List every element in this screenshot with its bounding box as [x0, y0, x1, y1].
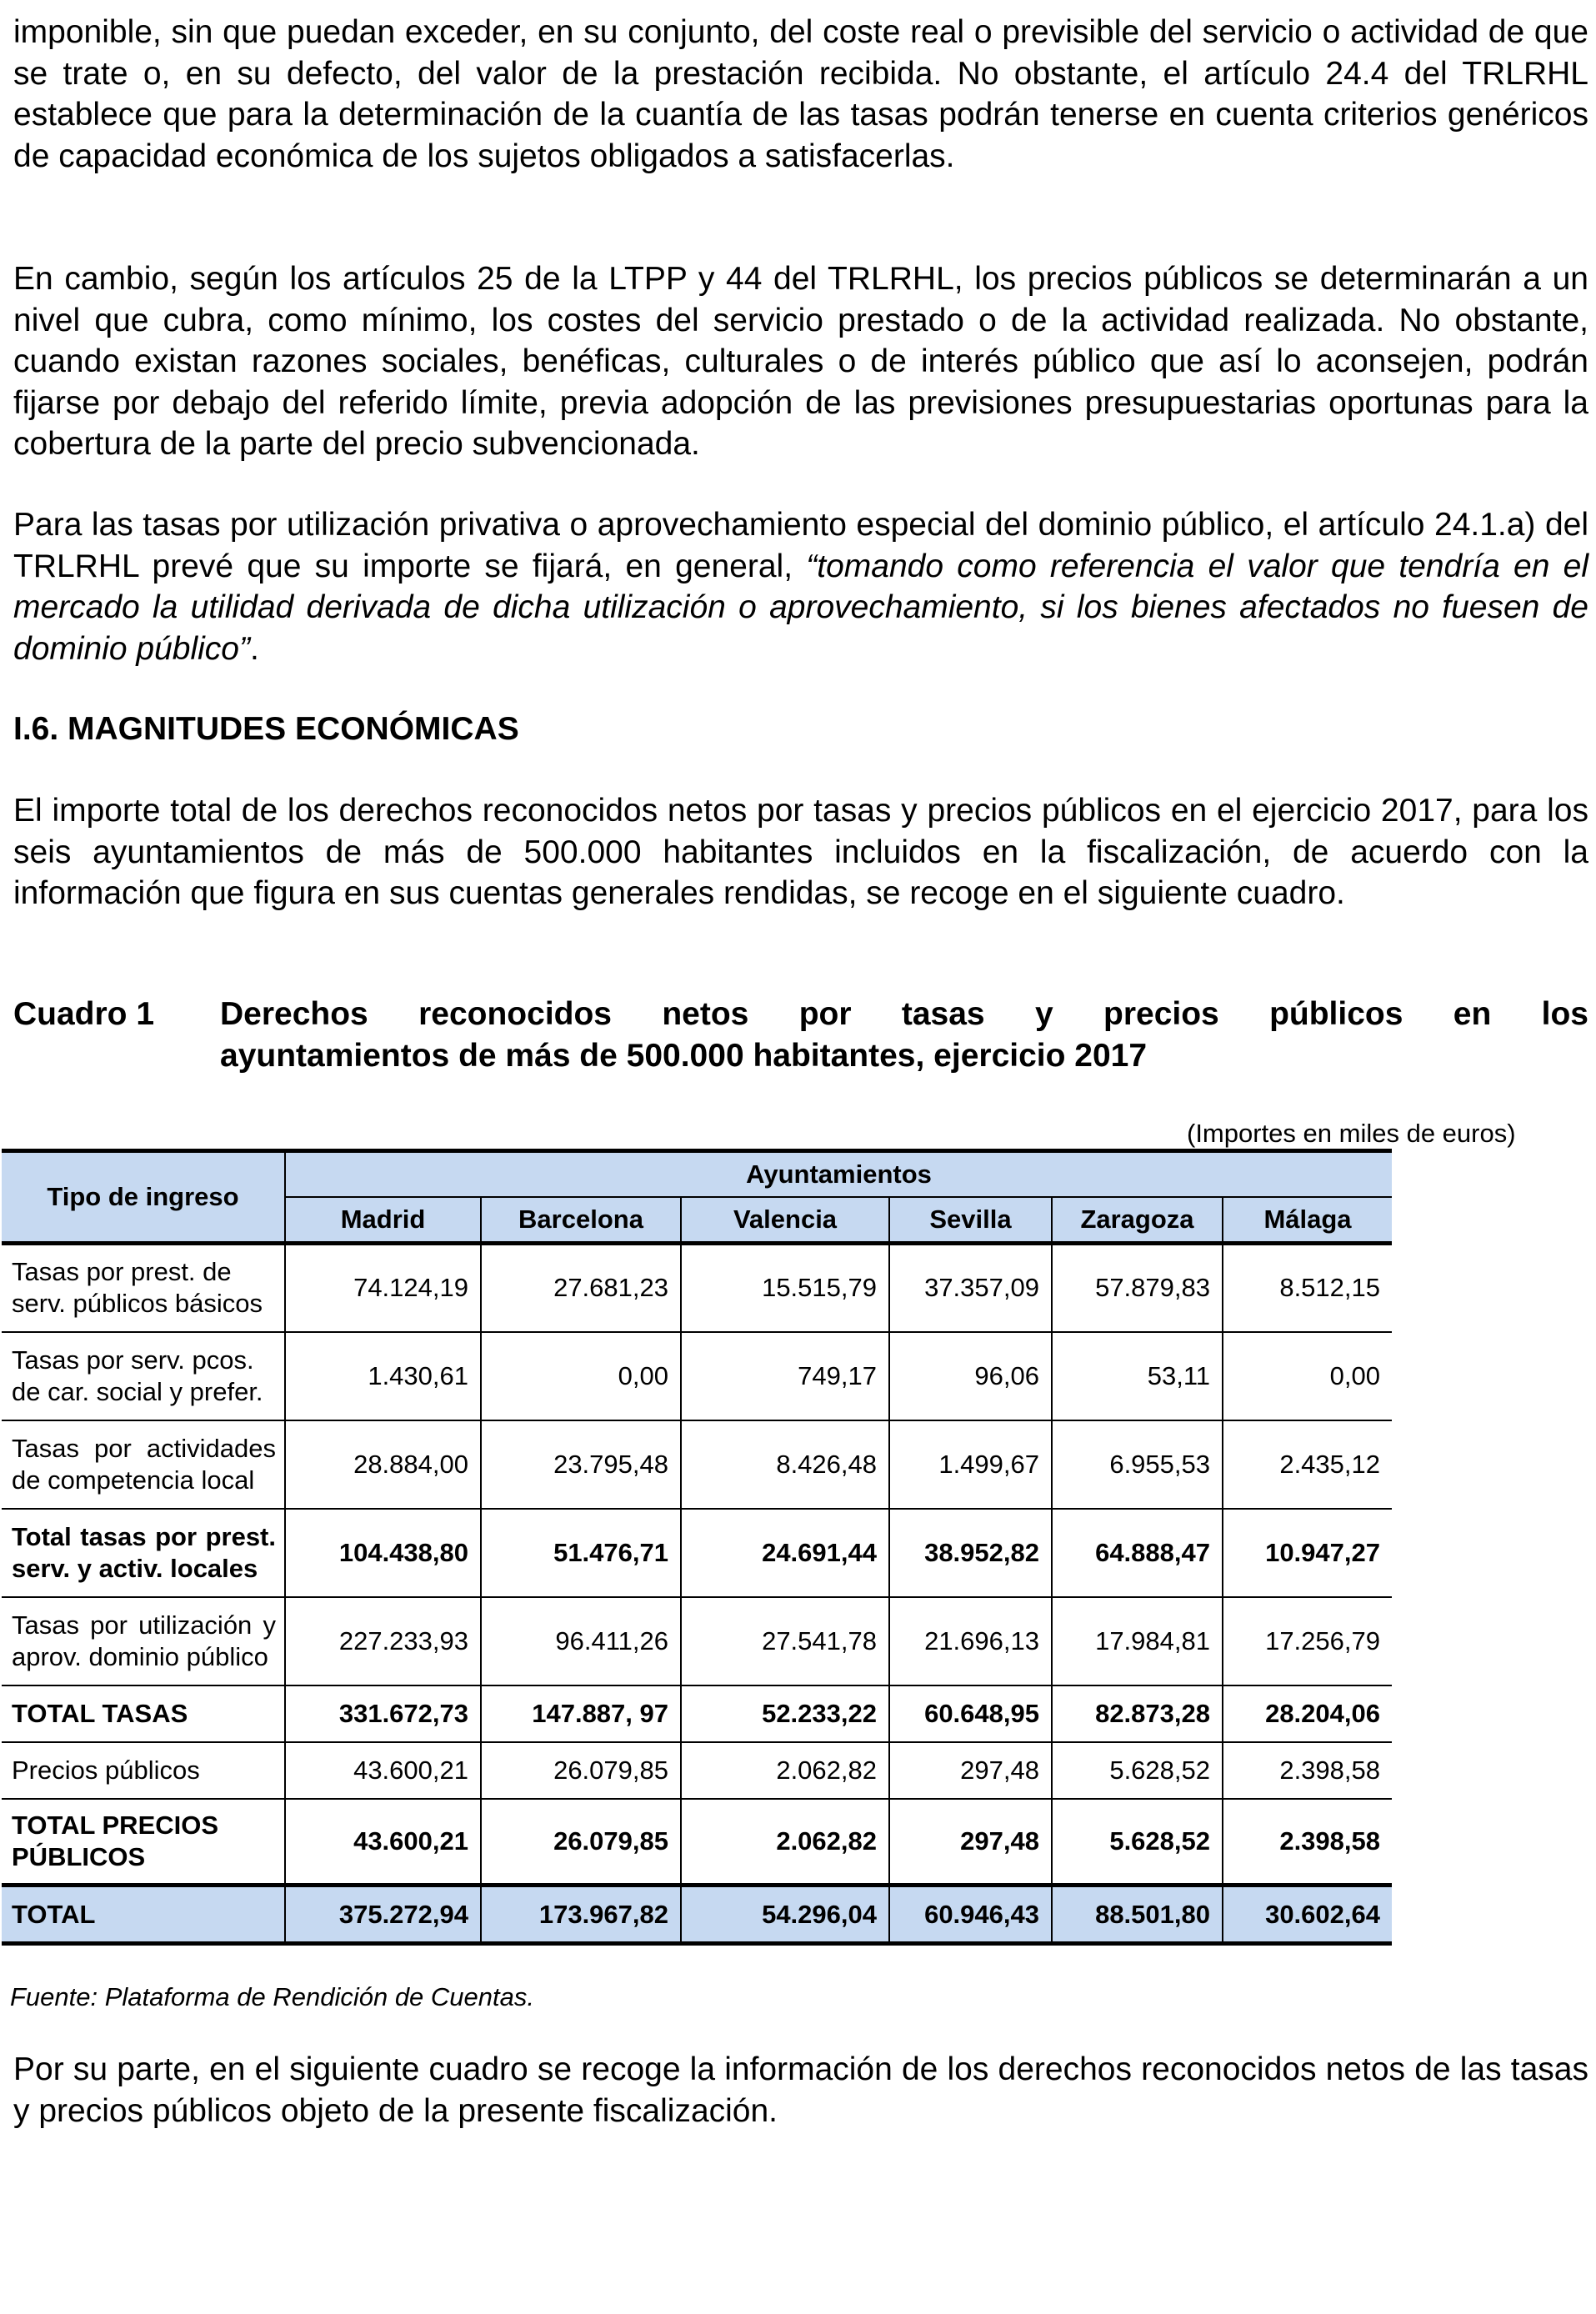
- cell-value: 147.887, 97: [481, 1685, 681, 1742]
- cell-value: 30.602,64: [1223, 1886, 1392, 1944]
- cell-value: 38.952,82: [889, 1509, 1052, 1597]
- cell-value: 96,06: [889, 1332, 1052, 1420]
- row-label: TOTAL: [2, 1886, 285, 1944]
- table-row: [2, 1597, 1392, 1685]
- cell-value: 53,11: [1052, 1332, 1223, 1420]
- cell-value: 0,00: [1223, 1332, 1392, 1420]
- cell-value: 8.512,15: [1223, 1244, 1392, 1332]
- cell-value: 21.696,13: [889, 1597, 1052, 1685]
- cell-value: 1.430,61: [285, 1332, 481, 1420]
- cell-value: 37.357,09: [889, 1244, 1052, 1332]
- cell-value: 2.062,82: [681, 1799, 889, 1886]
- cell-value: 227.233,93: [285, 1597, 481, 1685]
- cell-value: 43.600,21: [285, 1799, 481, 1886]
- table-row: [2, 1509, 1392, 1597]
- header-city: Valencia: [681, 1197, 889, 1244]
- cell-value: 2.062,82: [681, 1742, 889, 1799]
- row-label: Tasas por serv. pcos. de car. social y prefer.: [2, 1332, 285, 1420]
- paragraph-dominio-publico-start: Para las tasas por utilización privativa o aprovechamiento especial del dominio público, el artículo 24.1.a) del TRLRHL prevé que su importe se fijará, en general,: [13, 507, 1588, 584]
- cell-value: 749,17: [681, 1332, 889, 1420]
- cell-value: 17.256,79: [1223, 1597, 1392, 1685]
- header-tipo-ingreso: Tipo de ingreso: [2, 1151, 285, 1244]
- cell-value: 51.476,71: [481, 1509, 681, 1597]
- cell-value: 8.426,48: [681, 1420, 889, 1509]
- cell-value: 2.398,58: [1279, 1826, 1380, 1856]
- cell-value: 17.984,81: [1052, 1597, 1223, 1685]
- cell-value: 96.411,26: [481, 1597, 681, 1685]
- cell-value: 88.501,80: [1052, 1886, 1223, 1944]
- cell-value: 64.888,47: [1052, 1509, 1223, 1597]
- cell-value: 173.967,82: [481, 1886, 681, 1944]
- cell-value: 5.628,52: [1052, 1742, 1223, 1799]
- cell-value: 15.515,79: [681, 1244, 889, 1332]
- cell-value: 6.955,53: [1052, 1420, 1223, 1509]
- cell-value: 331.672,73: [285, 1685, 481, 1742]
- cell-value: 5.628,52: [1052, 1799, 1223, 1886]
- paragraph-dominio-publico: [13, 504, 1588, 669]
- table-row: [2, 1685, 1392, 1742]
- table-number: Cuadro 1: [13, 996, 155, 1032]
- cell-value: 375.272,94: [285, 1886, 481, 1944]
- cell-value: 2.435,12: [1223, 1420, 1392, 1509]
- cell-value: 60.946,43: [889, 1886, 1052, 1944]
- cell-value: 24.691,44: [681, 1509, 889, 1597]
- table-row: [2, 1799, 1392, 1886]
- cell-value: 54.296,04: [681, 1886, 889, 1944]
- cell-value: 82.873,28: [1052, 1685, 1223, 1742]
- row-label: Precios públicos: [2, 1742, 285, 1799]
- cell-value: 43.600,21: [285, 1742, 481, 1799]
- table-row: [2, 1332, 1392, 1420]
- cell-value: 0,00: [481, 1332, 681, 1420]
- header-city: Sevilla: [889, 1197, 1052, 1244]
- cell-value: 297,48: [889, 1742, 1052, 1799]
- cell-value: 27.541,78: [681, 1597, 889, 1685]
- cell-value: 52.233,22: [681, 1685, 889, 1742]
- cell-value: 74.124,19: [285, 1244, 481, 1332]
- header-ayuntamientos: Ayuntamientos: [285, 1151, 1392, 1198]
- cell-value: 10.947,27: [1223, 1509, 1392, 1597]
- row-label: TOTAL PRECIOS PÚBLICOS: [2, 1799, 285, 1886]
- cell-value: 27.681,23: [481, 1244, 681, 1332]
- cell-value: 23.795,48: [481, 1420, 681, 1509]
- paragraph-dominio-publico-quote: “tomando como referencia el valor que tendría en el mercado la utilidad derivada de dicha utilización o aprovechamiento, si los bienes afectados no fuesen de dominio público”: [13, 548, 1589, 667]
- table-title-line-1: Derechos reconocidos netos por tasas y precios públicos en los: [220, 996, 1588, 1032]
- table-row: [2, 1420, 1392, 1509]
- cell-value: 57.879,83: [1052, 1244, 1223, 1332]
- table-row: [2, 1244, 1392, 1332]
- table-source: Fuente: Plataforma de Rendición de Cuentas.: [10, 1982, 534, 2011]
- paragraph-siguiente-cuadro: Por su parte, en el siguiente cuadro se recoge la información de los derechos reconocidos netos de las tasas y precios públicos objeto de la presente fiscalización.: [13, 2051, 1588, 2129]
- row-label: Total tasas por prest. serv. y activ. locales: [2, 1509, 285, 1597]
- paragraph-importe-total: El importe total de los derechos reconocidos netos por tasas y precios públicos en el ejercicio 2017, para los seis ayuntamientos de más de 500.000 habitantes incluidos en la fiscalización, de acuerdo con la información que figura en sus cuentas generales rendidas, se recoge en el siguiente cuadro.: [13, 793, 1588, 911]
- table-row: [2, 1742, 1392, 1799]
- table-title-line-2: ayuntamientos de más de 500.000 habitantes, ejercicio 2017: [220, 1038, 1148, 1074]
- cell-value: 1.499,67: [889, 1420, 1052, 1509]
- cell-value: 28.884,00: [285, 1420, 481, 1509]
- revenue-table: [2, 1149, 1392, 1946]
- header-city: Málaga: [1223, 1197, 1392, 1244]
- cell-value: 297,48: [889, 1799, 1052, 1886]
- header-city: Barcelona: [481, 1197, 681, 1244]
- paragraph-precios-publicos: En cambio, según los artículos 25 de la LTPP y 44 del TRLRHL, los precios públicos se determinarán a un nivel que cubra, como mínimo, los costes del servicio prestado o de la actividad realizada. No obstante, cuando existan razones sociales, benéficas, culturales o de interés público que así lo aconsejen, podrán fijarse por debajo del referido límite, previa adopción de las previsiones presupuestarias oportunas para la cobertura de la parte del precio subvencionada.: [13, 261, 1588, 462]
- header-city: Madrid: [285, 1197, 481, 1244]
- cell-value: 26.079,85: [481, 1799, 681, 1886]
- cell-value: 60.648,95: [889, 1685, 1052, 1742]
- row-label: Tasas por prest. de serv. públicos básicos: [2, 1244, 285, 1332]
- table-title: [220, 994, 1588, 1077]
- cell-value: 28.204,06: [1223, 1685, 1392, 1742]
- cell-value: 104.438,80: [285, 1509, 481, 1597]
- units-note: (Importes en miles de euros): [1187, 1119, 1516, 1148]
- paragraph-tasas-limite: imponible, sin que puedan exceder, en su conjunto, del coste real o previsible del servicio o actividad de que se trate o, en su defecto, del valor de la prestación recibida. No obstante, el artículo 24.4 del TRLRHL establece que para la determinación de la cuantía de las tasas podrán tenerse en cuenta criterios genéricos de capacidad económica de los sujetos obligados a satisfacerlas.: [13, 14, 1588, 174]
- table-row-total: [2, 1886, 1392, 1944]
- paragraph-dominio-publico-end: .: [250, 630, 259, 667]
- row-label: Tasas por actividades de competencia local: [2, 1420, 285, 1509]
- row-label: TOTAL TASAS: [2, 1685, 285, 1742]
- cell-value: 2.398,58: [1223, 1742, 1392, 1799]
- header-city: Zaragoza: [1052, 1197, 1223, 1244]
- cell-value: 26.079,85: [481, 1742, 681, 1799]
- section-heading: I.6. MAGNITUDES ECONÓMICAS: [13, 711, 519, 747]
- row-label: Tasas por utilización y aprov. dominio público: [2, 1597, 285, 1685]
